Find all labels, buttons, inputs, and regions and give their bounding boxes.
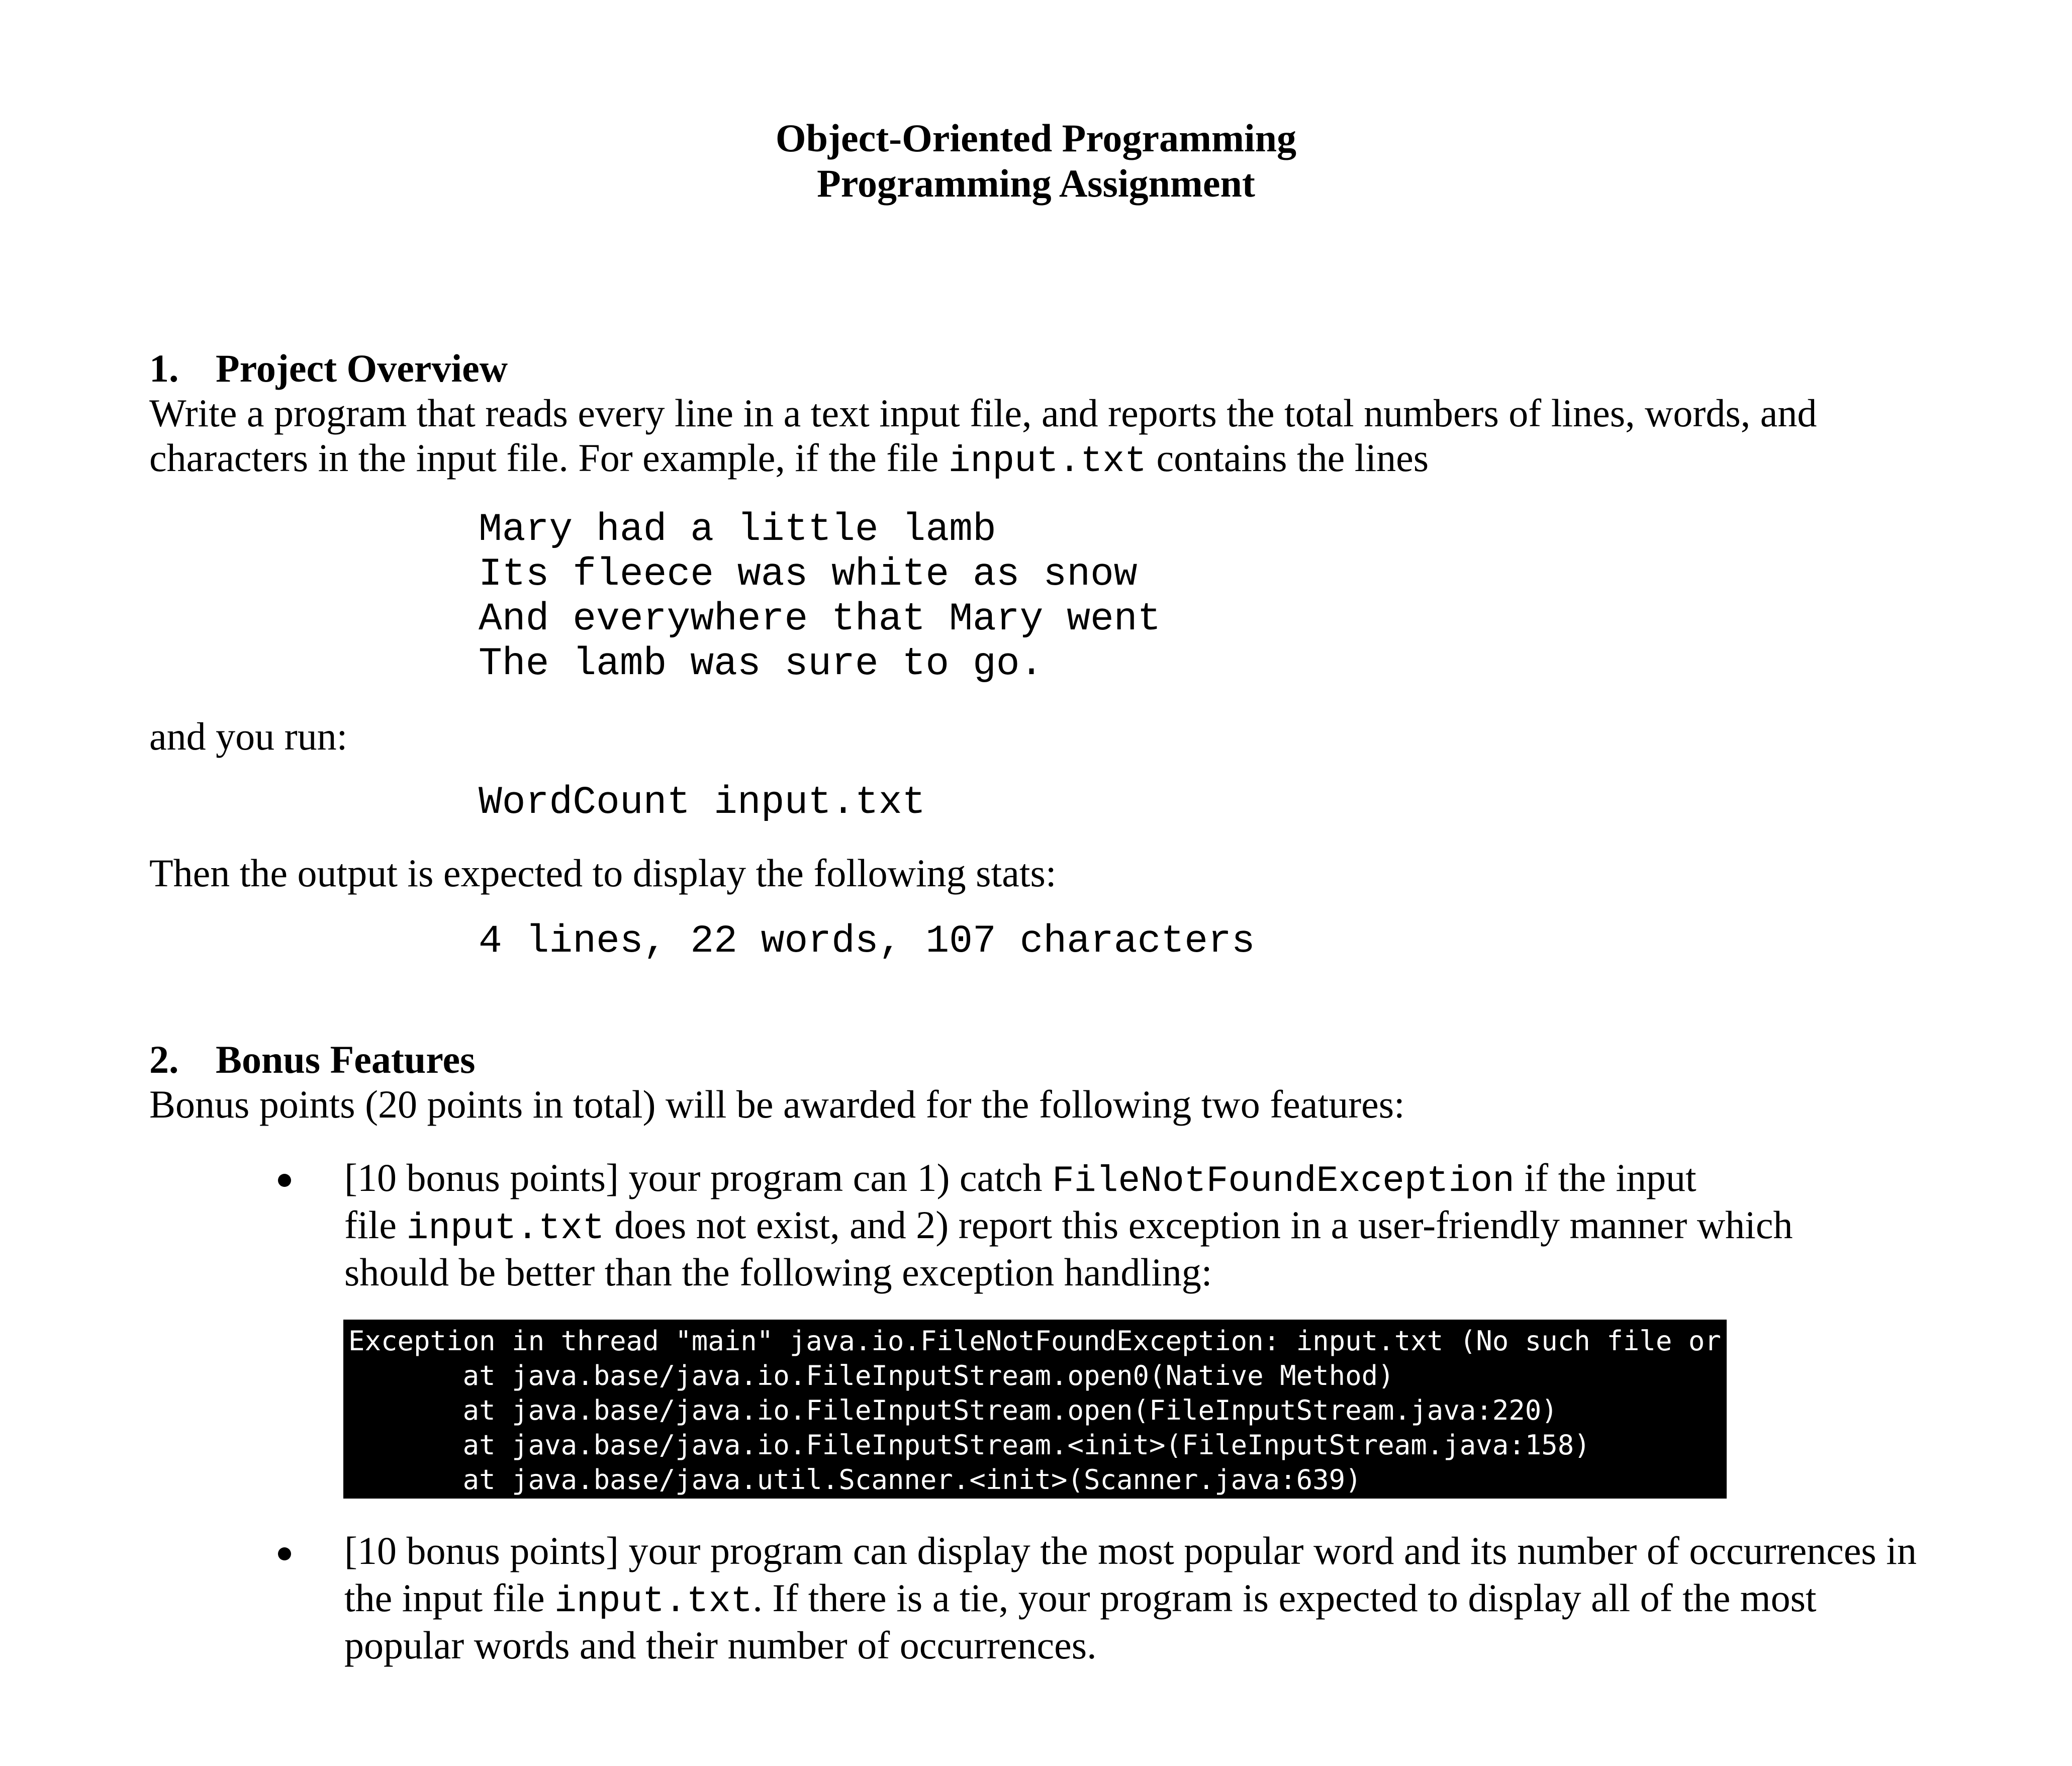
section-1-number: 1. [149,346,179,390]
example-line: And everywhere that Mary went [479,597,1161,641]
terminal-line: Exception in thread "main" java.io.FileNotFoundException: input.txt (No such file or directory) [348,1325,1901,1357]
section-1-heading [149,346,508,391]
bullet-2-text: . If there is a tie, your program is expected to display all of the most [752,1576,1817,1620]
bullet-dot-icon [278,1547,291,1560]
example-line: The lamb was sure to go. [479,642,1044,686]
bullet-1-inline-code: FileNotFoundException [1052,1160,1515,1202]
bullet-2-inline-code: input.txt [554,1581,753,1622]
bullet-1-inline-code: input.txt [406,1207,605,1249]
section-1-intro-line-2 [149,435,1429,484]
bullet-2-line-1: [10 bonus points] your program can display the most popular word and its number of occurrences in [344,1529,1917,1572]
bullet-1-line-3: should be better than the following exception handling: [344,1250,1212,1294]
bullet-1-line-2 [344,1201,1793,1252]
example-input-lines [479,508,1161,687]
bullet-1-text: if the input [1514,1156,1697,1199]
example-line: Its fleece was white as snow [479,552,1138,597]
title-line-2: Programming Assignment [817,161,1255,205]
section-1-intro-line-1: Write a program that reads every line in a text input file, and reports the total numbers of lines, words, and [149,391,1817,435]
bullet-1-text: does not exist, and 2) report this exception in a user-friendly manner which [604,1203,1793,1247]
bullet-2-line-2 [344,1574,1817,1625]
section-2-title: Bonus Features [216,1038,476,1081]
terminal-line: at java.base/java.io.FileInputStream.open0(Native Method) [348,1360,1394,1391]
terminal-line: at java.base/java.util.Scanner.<init>(Scanner.java:639) [348,1464,1362,1496]
intro-text-after: contains the lines [1147,436,1429,480]
output-label: Then the output is expected to display the following stats: [149,851,1057,895]
run-label: and you run: [149,714,348,758]
example-line: Mary had a little lamb [479,508,996,552]
bullet-2-line-3: popular words and their number of occurrences. [344,1623,1097,1667]
intro-inline-code: input.txt [948,440,1147,482]
bullet-1-text: file [344,1203,407,1247]
terminal-line: at java.base/java.io.FileInputStream.open(FileInputStream.java:220) [348,1395,1558,1426]
intro-text-before: characters in the input file. For example, if the file [149,436,949,480]
terminal-exception-output [343,1320,1901,1499]
title-line-1: Object-Oriented Programming [775,116,1297,160]
output-stats: 4 lines, 22 words, 107 characters [479,919,1255,964]
section-2-heading [149,1037,475,1082]
terminal-line: at java.base/java.io.FileInputStream.<init>(FileInputStream.java:158) [348,1429,1590,1461]
bullet-2-text: the input file [344,1576,555,1620]
section-2-number: 2. [149,1038,179,1081]
section-1-title: Project Overview [216,346,508,390]
bullet-1-line-1 [344,1154,1697,1205]
bullet-dot-icon [278,1174,291,1187]
section-2-intro: Bonus points (20 points in total) will be awarded for the following two features: [149,1082,1405,1126]
run-command: WordCount input.txt [479,781,926,825]
bullet-1-text: [10 bonus points] your program can 1) catch [344,1156,1052,1199]
